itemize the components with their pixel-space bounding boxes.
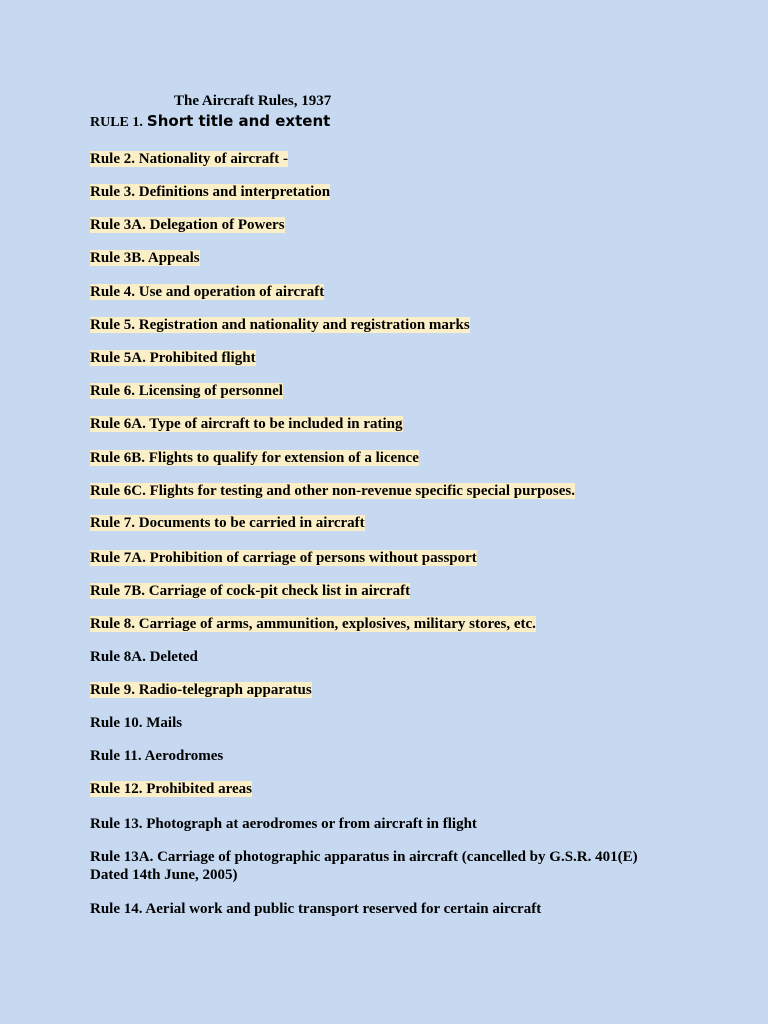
- rule-item-text: Rule 7A. Prohibition of carriage of persons without passport: [90, 550, 477, 566]
- rule-item: [90, 249, 200, 267]
- rule-item: [90, 648, 198, 666]
- rule-item: [90, 582, 410, 600]
- rule-item: [90, 316, 470, 334]
- rule-item: [90, 714, 182, 732]
- rule-item: [90, 681, 312, 699]
- rule-item-text: Rule 7B. Carriage of cock-pit check list in aircraft: [90, 583, 411, 599]
- rule-item-text: Rule 4. Use and operation of aircraft: [90, 284, 325, 300]
- rule-item: [90, 848, 670, 884]
- rule-item-text: Rule 13A. Carriage of photographic apparatus in aircraft (cancelled by G.S.R. 401(E) Dated 14th June, 2005): [90, 849, 638, 883]
- rule-item-text: Rule 11. Aerodromes: [90, 748, 224, 764]
- rule-item-text: Rule 6C. Flights for testing and other non-revenue specific special purposes.: [90, 483, 576, 499]
- document-title: The Aircraft Rules, 1937: [174, 93, 332, 109]
- rule-item: [90, 615, 536, 633]
- rule-item-text: Rule 14. Aerial work and public transport reserved for certain aircraft: [90, 901, 542, 917]
- rule-item: [90, 780, 252, 798]
- rule-1-prefix: RULE 1.: [90, 115, 143, 130]
- rule-item: [90, 382, 283, 400]
- rule-item-text: Rule 13. Photograph at aerodromes or from aircraft in flight: [90, 816, 477, 832]
- rule-item: [90, 549, 477, 567]
- rule-item-text: Rule 6B. Flights to qualify for extension of a licence: [90, 450, 419, 466]
- rule-item-text: Rule 5A. Prohibited flight: [90, 350, 256, 366]
- rule-item-text: Rule 6. Licensing of personnel: [90, 383, 283, 399]
- rule-item: [90, 349, 256, 367]
- rule-item-text: Rule 7. Documents to be carried in aircraft: [90, 515, 365, 531]
- rule-1-line: [90, 112, 330, 131]
- rule-item-text: Rule 5. Registration and nationality and registration marks: [90, 317, 470, 333]
- rule-item-text: Rule 2. Nationality of aircraft -: [90, 151, 289, 167]
- rule-item-text: Rule 3. Definitions and interpretation: [90, 184, 331, 200]
- rule-item-text: Rule 3B. Appeals: [90, 250, 200, 266]
- rule-item: [90, 449, 419, 467]
- rule-item: [90, 900, 541, 918]
- rule-item-text: Rule 3A. Delegation of Powers: [90, 217, 285, 233]
- rule-item-text: Rule 9. Radio-telegraph apparatus: [90, 682, 312, 698]
- rule-item: [90, 482, 575, 500]
- rule-item: [90, 415, 403, 433]
- rule-item: [90, 183, 330, 201]
- rule-item-text: Rule 6A. Type of aircraft to be included in rating: [90, 416, 403, 432]
- rule-item-text: Rule 10. Mails: [90, 715, 183, 731]
- rule-1-heading: Short title and extent: [146, 112, 331, 130]
- rule-item-text: Rule 8. Carriage of arms, ammunition, explosives, military stores, etc.: [90, 616, 536, 632]
- rule-item: [90, 216, 285, 234]
- rule-item-text: Rule 8A. Deleted: [90, 649, 198, 665]
- rule-item: [90, 150, 288, 168]
- rule-item: [90, 747, 223, 765]
- rule-item: [90, 514, 365, 532]
- rule-item: [90, 283, 324, 301]
- rule-item-text: Rule 12. Prohibited areas: [90, 781, 252, 797]
- rule-item: [90, 815, 477, 833]
